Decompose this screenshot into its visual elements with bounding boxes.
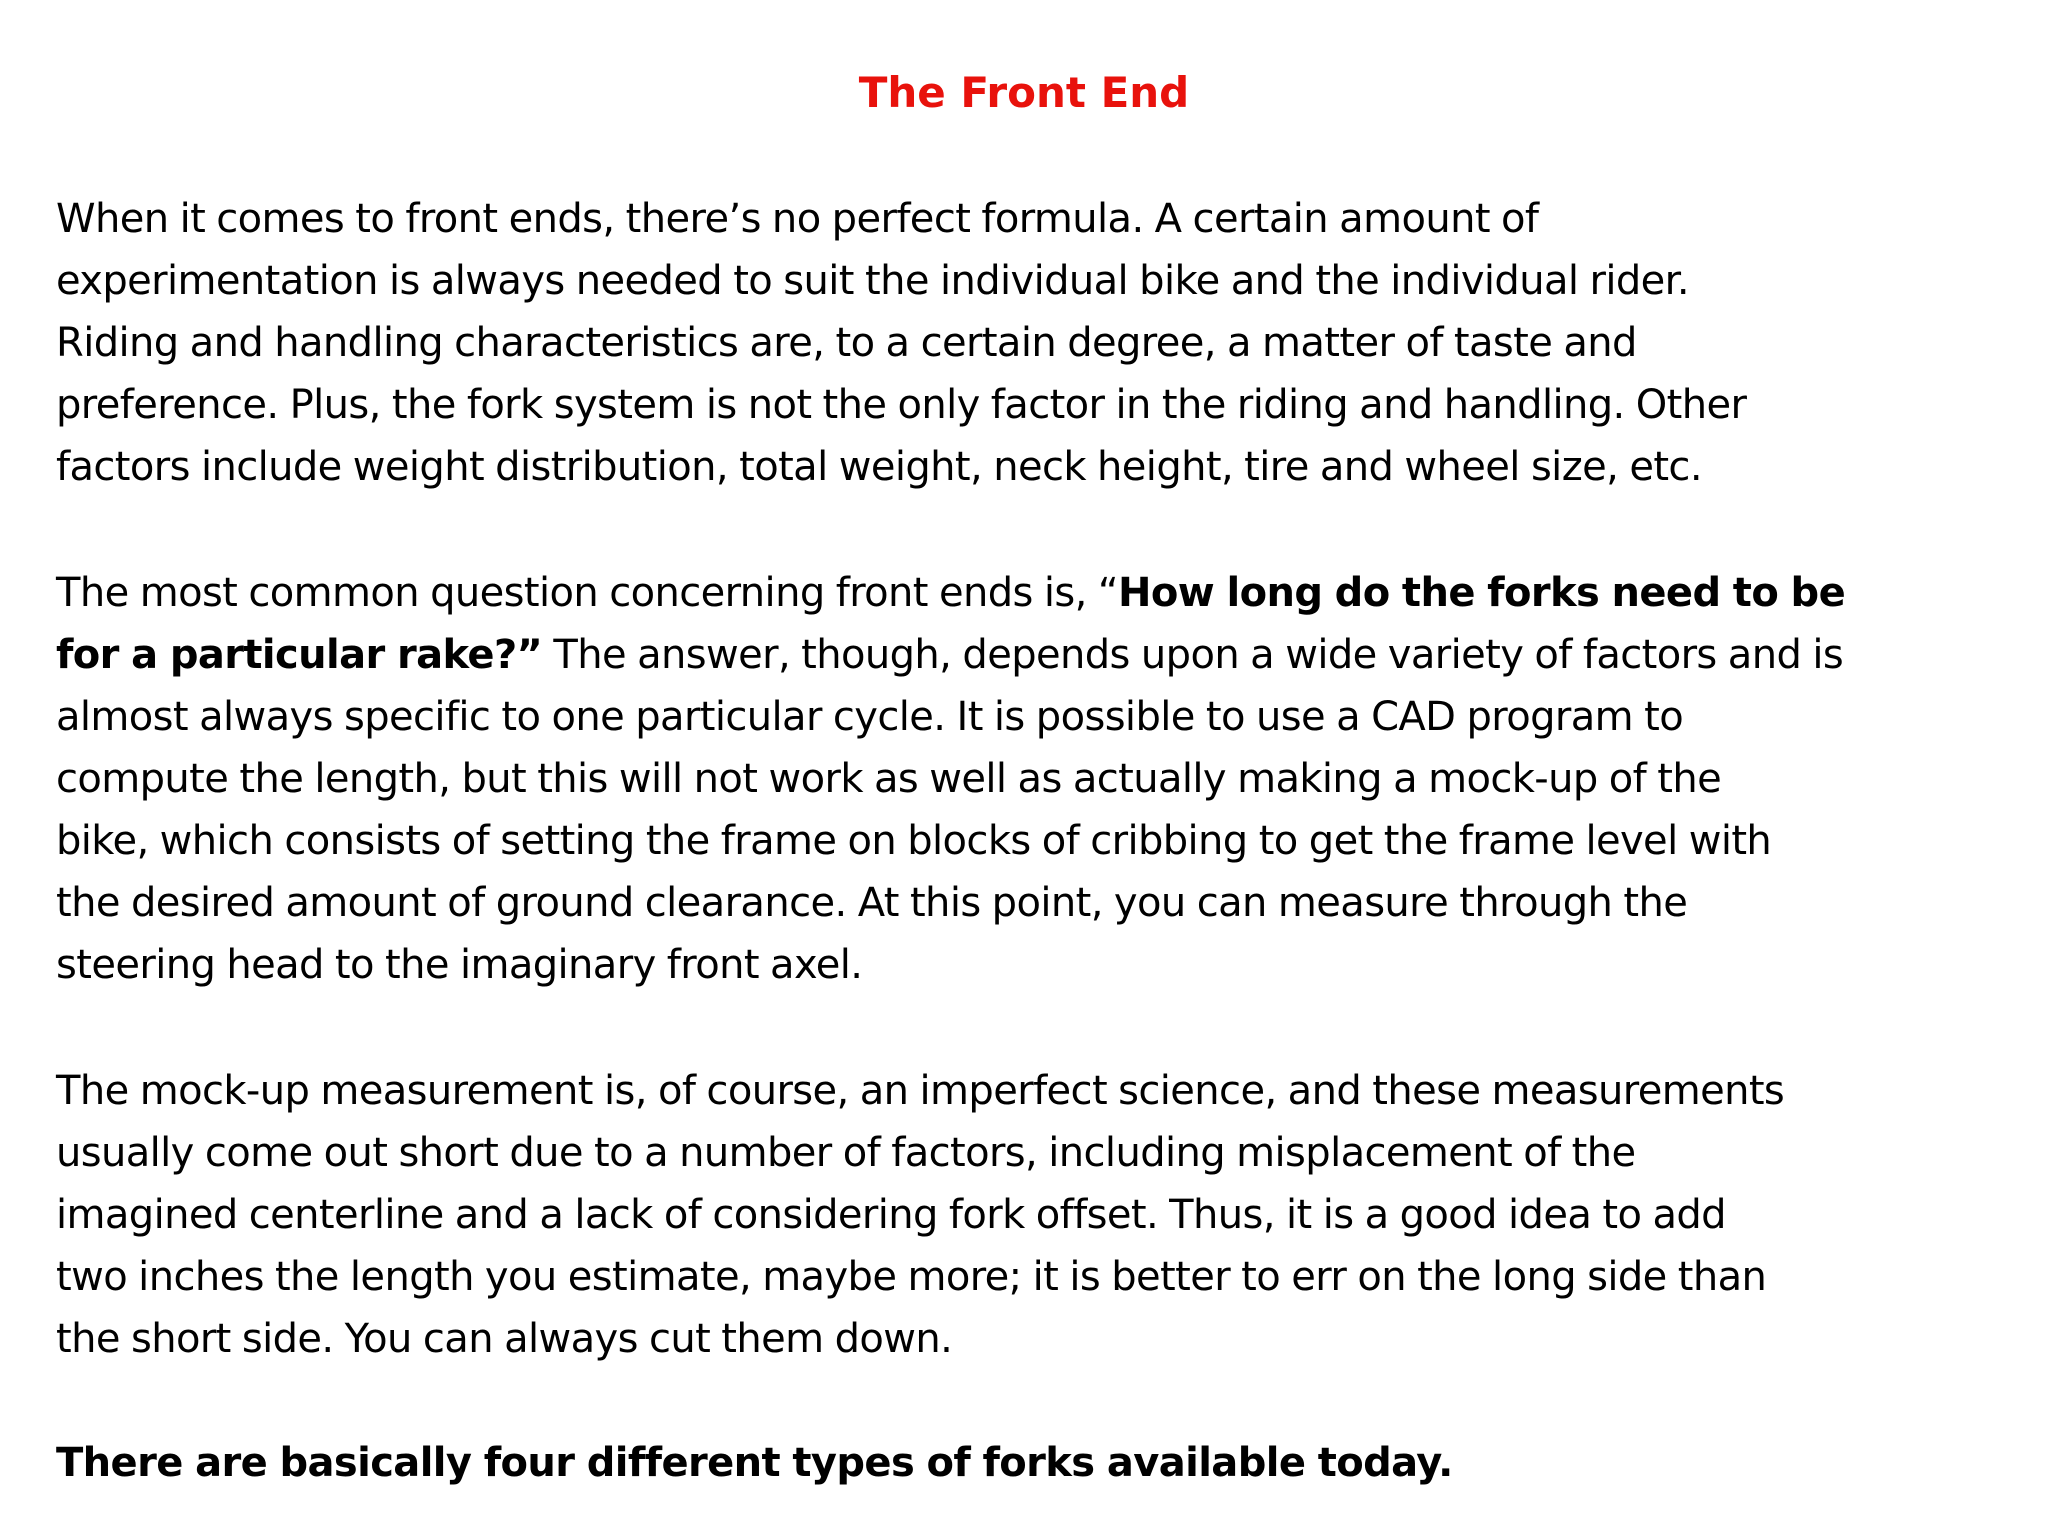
paragraph-line: The mock-up measurement is, of course, an imperfect science, and these measurements — [56, 1068, 1785, 1114]
question-bold-text: for a particular rake?” — [56, 632, 543, 678]
paragraph-mockup — [56, 1060, 1996, 1370]
paragraph-line: preference. Plus, the fork system is not the only factor in the riding and handling. Other — [56, 382, 1747, 428]
question-bold-text: How long do the forks need to be — [1118, 570, 1846, 616]
paragraph-line: the desired amount of ground clearance. At this point, you can measure through the — [56, 880, 1688, 926]
paragraph-line: steering head to the imaginary front axel. — [56, 942, 863, 988]
paragraph-fork-length — [56, 562, 1996, 996]
paragraph-line: compute the length, but this will not work as well as actually making a mock-up of the — [56, 756, 1722, 802]
paragraph-line: two inches the length you estimate, maybe more; it is better to err on the long side than — [56, 1254, 1767, 1300]
paragraph-line: usually come out short due to a number of factors, including misplacement of the — [56, 1130, 1636, 1176]
paragraph-line: Riding and handling characteristics are, to a certain degree, a matter of taste and — [56, 320, 1637, 366]
paragraph-line: almost always specific to one particular cycle. It is possible to use a CAD program to — [56, 694, 1684, 740]
paragraph-line: bike, which consists of setting the frame on blocks of cribbing to get the frame level with — [56, 818, 1772, 864]
page-title: The Front End — [858, 68, 1190, 117]
paragraph-line: When it comes to front ends, there’s no perfect formula. A certain amount of — [56, 196, 1539, 242]
paragraph-line: factors include weight distribution, total weight, neck height, tire and wheel size, etc. — [56, 444, 1702, 490]
paragraph-line: experimentation is always needed to suit the individual bike and the individual rider. — [56, 258, 1689, 304]
closing-statement — [56, 1432, 1996, 1494]
text-run: The most common question concerning front ends is, “ — [56, 570, 1119, 616]
paragraph-line — [56, 562, 1996, 624]
paragraph-line: There are basically four different types of forks available today. — [56, 1440, 1453, 1486]
paragraph-line — [56, 624, 1996, 686]
paragraph-line: imagined centerline and a lack of considering fork offset. Thus, it is a good idea to add — [56, 1192, 1726, 1238]
paragraph-intro — [56, 188, 1996, 498]
paragraph-line: the short side. You can always cut them down. — [56, 1316, 953, 1362]
text-run: The answer, though, depends upon a wide variety of factors and is — [542, 632, 1844, 678]
